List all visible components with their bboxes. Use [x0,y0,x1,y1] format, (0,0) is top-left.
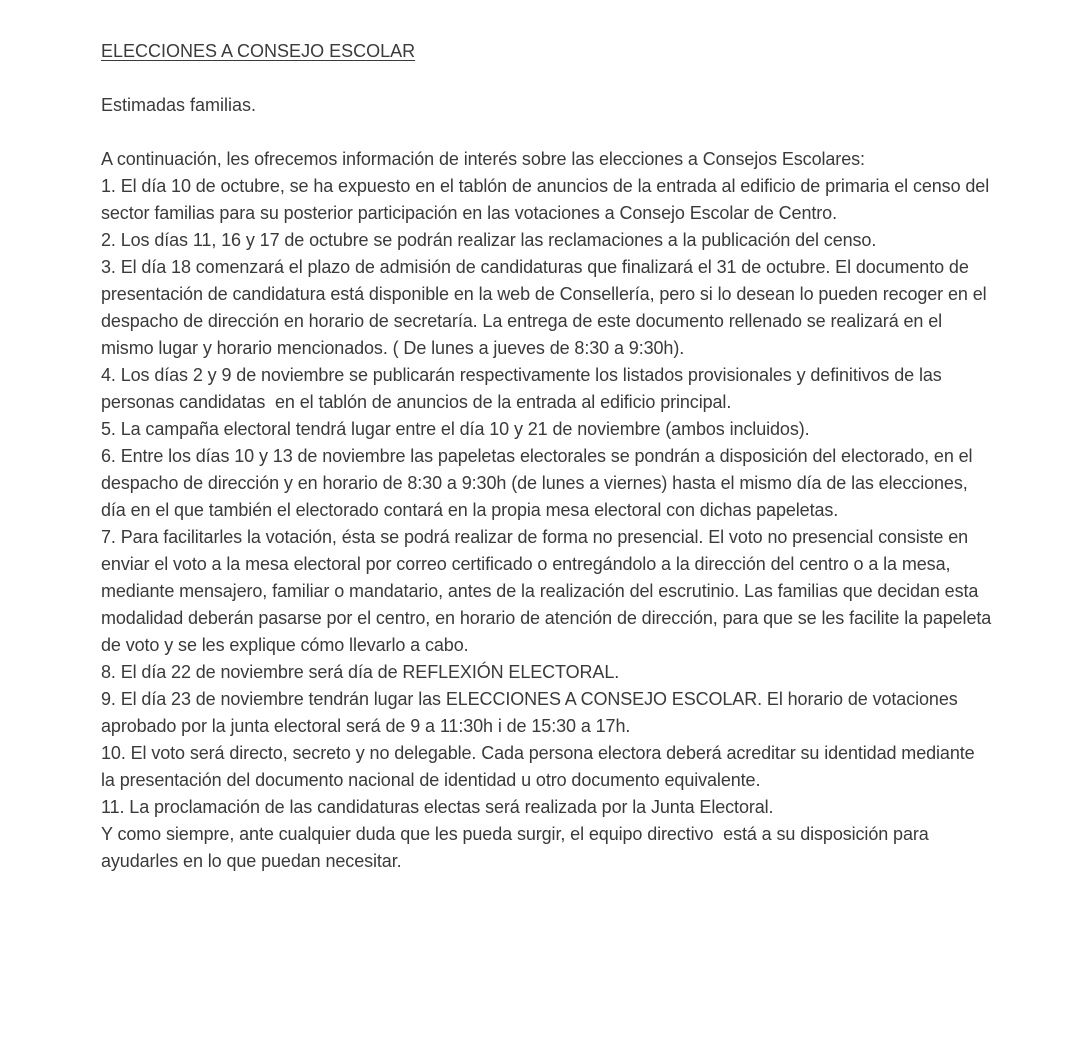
list-item: 1. El día 10 de octubre, se ha expuesto en el tablón de anuncios de la entrada al edificio de primaria el censo del sector familias para su posterior participación en las votaciones a Consejo Escolar de Centro. [101,176,995,223]
intro-paragraph: A continuación, les ofrecemos información de interés sobre las elecciones a Consejos Escolares: [101,149,865,169]
list-item: 6. Entre los días 10 y 13 de noviembre las papeletas electorales se pondrán a disposición del electorado, en el despacho de dirección y en horario de 8:30 a 9:30h (de lunes a viernes) hasta el mismo día de las elecciones, día en el que también el electorado contará en la propia mesa electoral con dichas papeletas. [101,446,978,520]
list-item: 10. El voto será directo, secreto y no delegable. Cada persona electora deberá acreditar su identidad mediante la presentación del documento nacional de identidad u otro documento equivalente. [101,743,980,790]
salutation: Estimadas familias. [101,95,257,115]
list-item: 9. El día 23 de noviembre tendrán lugar las ELECCIONES A CONSEJO ESCOLAR. El horario de votaciones aprobado por la junta electoral será de 9 a 11:30h i de 15:30 a 17h. [101,689,963,736]
list-item: 4. Los días 2 y 9 de noviembre se publicarán respectivamente los listados provisionales y definitivos de las personas candidatas en el tablón de anuncios de la entrada al edificio principal. [101,365,947,412]
list-item: 11. La proclamación de las candidaturas electas será realizada por la Junta Electoral. [101,797,774,817]
document-title: ELECCIONES A CONSEJO ESCOLAR [101,41,416,61]
list-item: 7. Para facilitarles la votación, ésta se podrá realizar de forma no presencial. El voto no presencial consiste en enviar el voto a la mesa electoral por correo certificado o entregándolo a la dirección del centro o a la mesa, mediante mensajero, familiar o mandatario, antes de la realización del escrutinio. Las familias que decidan esta modalidad deberán pasarse por el centro, en horario de atención de dirección, para que se les facilite la papeleta de voto y se les explique cómo llevarlo a cabo. [101,527,997,655]
list-item: 2. Los días 11, 16 y 17 de octubre se podrán realizar las reclamaciones a la publicación del censo. [101,230,877,250]
list-item: 8. El día 22 de noviembre será día de REFLEXIÓN ELECTORAL. [101,662,620,682]
closing-paragraph: Y como siempre, ante cualquier duda que les pueda surgir, el equipo directivo está a su disposición para ayudarles en lo que puedan necesitar. [101,824,934,871]
document-body [101,146,997,875]
list-item: 5. La campaña electoral tendrá lugar entre el día 10 y 21 de noviembre (ambos incluidos). [101,419,810,439]
list-item: 3. El día 18 comenzará el plazo de admisión de candidaturas que finalizará el 31 de octubre. El documento de presentación de candidatura está disponible en la web de Consellería, pero si lo desean lo pueden recoger en el despacho de dirección en horario de secretaría. La entrega de este documento rellenado se realizará en el mismo lugar y horario mencionados. ( De lunes a jueves de 8:30 a 9:30h). [101,257,992,358]
